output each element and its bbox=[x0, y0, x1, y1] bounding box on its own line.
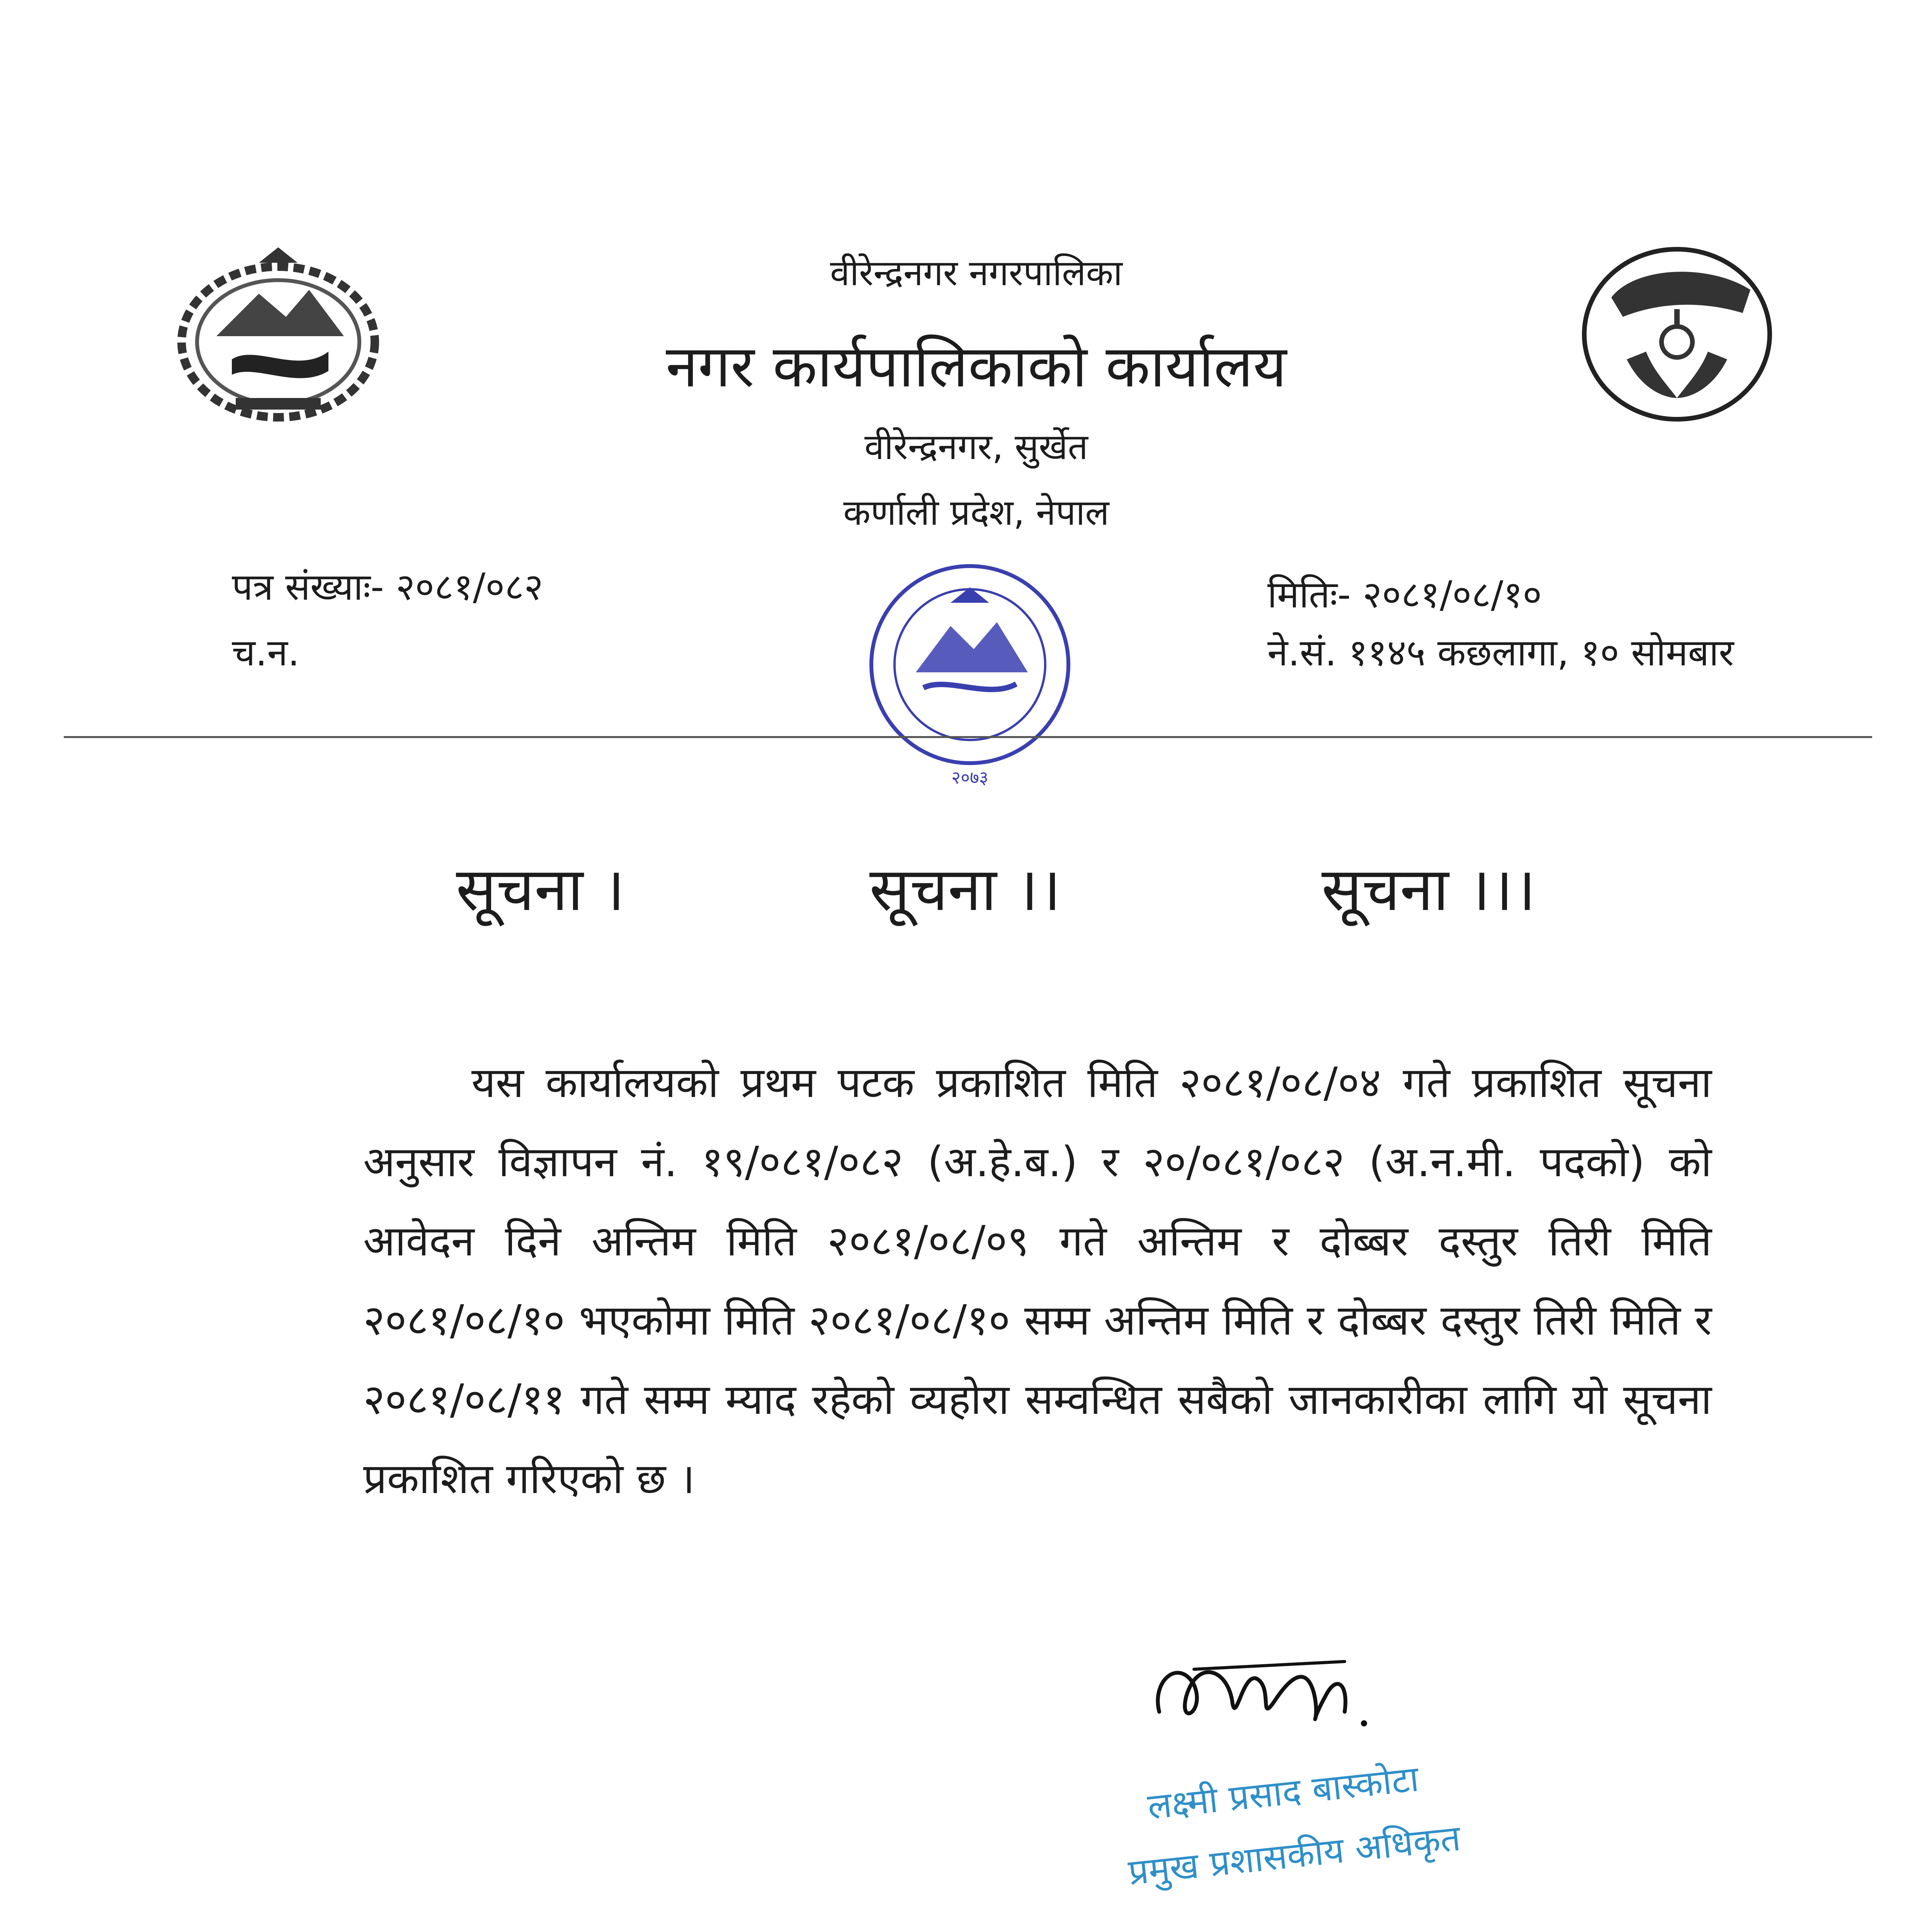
notice-heading-1: सूचना । bbox=[456, 854, 625, 924]
office-title: नगर कार्यपालिकाको कार्यालय bbox=[666, 333, 1287, 400]
notice-heading-3: सूचना ।।। bbox=[1321, 854, 1536, 924]
letter-date: मितिः- २०८१/०८/१० bbox=[1267, 573, 1542, 616]
header-divider bbox=[64, 736, 1872, 738]
stamp-year: २०७३ bbox=[951, 767, 988, 788]
address-line-2: कर्णाली प्रदेश, नेपाल bbox=[843, 492, 1109, 533]
signatory-name: लक्ष्मी प्रसाद बास्कोटा bbox=[1145, 1758, 1421, 1828]
official-stamp bbox=[835, 549, 1105, 819]
signatory-title: प्रमुख प्रशासकीय अधिकृत bbox=[1126, 1817, 1463, 1893]
letter-number: पत्र संख्याः- २०८१/०८२ bbox=[232, 565, 543, 609]
notice-heading-2: सूचना ।। bbox=[869, 854, 1061, 924]
dispatch-number: च.न. bbox=[232, 631, 300, 674]
notice-body: यस कार्यालयको प्रथम पटक प्रकाशित मिति २०८१/०८/०४ गते प्रकाशित सूचना अनुसार विज्ञापन नं. १९/०८१/०८२ (अ.हे.ब.) र २०/०८१/०८२ (अ.न.मी. पदको) को आवेदन दिने अन्तिम मिति २०८१/०८/०९ गते अन्तिम र दोब्बर दस्तुर तिरी मिति २०८१/०८/१० भएकोमा मिति २०८१/०८/१० सम्म अन्तिम मिति र दोब्बर दस्तुर तिरी मिति र २०८१/०८/११ गते सम्म म्याद रहेको व्यहोरा सम्वन्धित सबैको जानकारीका लागि यो सूचना प्रकाशित गरिएको छ । bbox=[363, 1059, 1712, 1503]
municipality-name: वीरेन्द्रनगर नगरपालिका bbox=[830, 252, 1122, 294]
handwritten-signature bbox=[1144, 1634, 1383, 1750]
address-line-1: वीरेन्द्रनगर, सुर्खेत bbox=[864, 426, 1088, 468]
nepal-sambat-date: ने.सं. ११४५ कछलागा, १० सोमबार bbox=[1267, 631, 1734, 674]
